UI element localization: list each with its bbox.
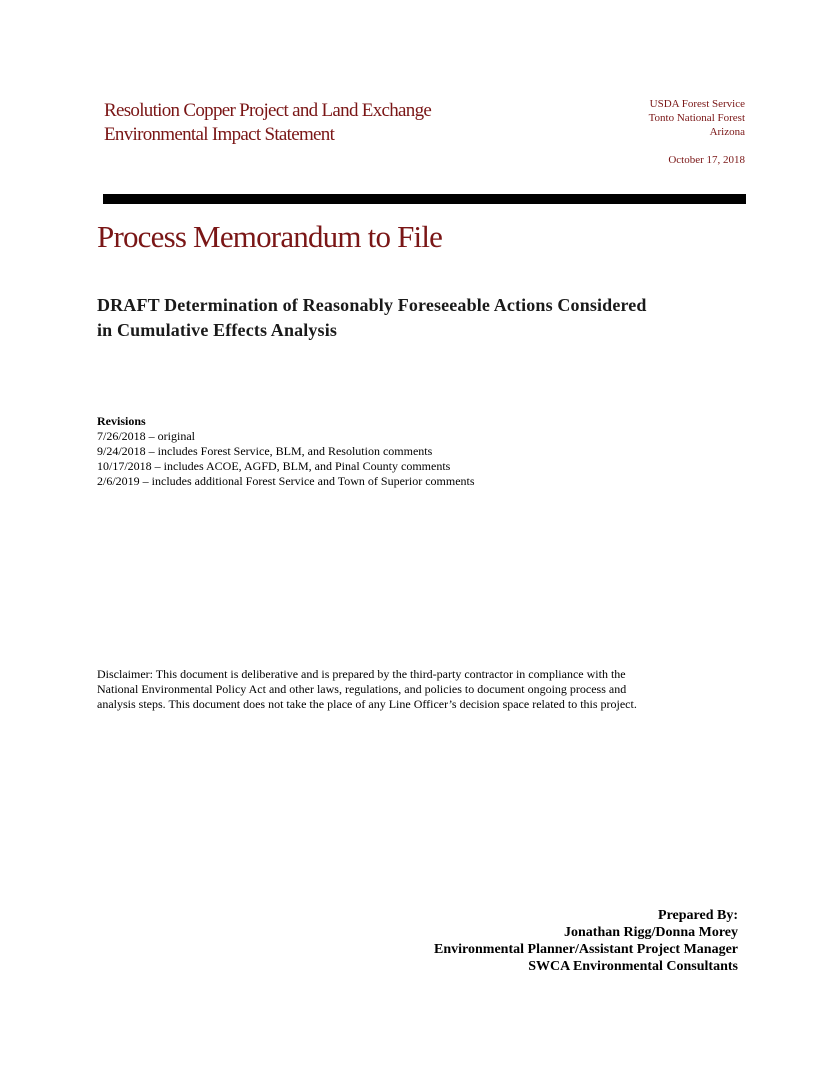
revisions-section bbox=[97, 414, 475, 489]
memo-subtitle bbox=[97, 293, 757, 343]
revision-item: 7/26/2018 – original bbox=[97, 429, 195, 443]
disclaimer-line: National Environmental Policy Act and other laws, regulations, and policies to document ongoing process and bbox=[97, 682, 627, 696]
project-title bbox=[104, 99, 524, 147]
document-date: October 17, 2018 bbox=[668, 154, 745, 166]
header-rule bbox=[103, 194, 746, 204]
project-title-line-2: Environmental Impact Statement bbox=[104, 124, 335, 145]
project-title-line-1: Resolution Copper Project and Land Exchange bbox=[104, 100, 432, 121]
agency-line-2: Tonto National Forest bbox=[648, 112, 745, 124]
revision-item: 2/6/2019 – includes additional Forest Service and Town of Superior comments bbox=[97, 474, 475, 488]
subtitle-line-1: DRAFT Determination of Reasonably Foreseeable Actions Considered bbox=[97, 295, 647, 315]
revision-item: 9/24/2018 – includes Forest Service, BLM, and Resolution comments bbox=[97, 444, 433, 458]
disclaimer-line: Disclaimer: This document is deliberative and is prepared by the third-party contractor in compliance with the bbox=[97, 667, 626, 681]
agency-line-3: Arizona bbox=[709, 126, 745, 138]
revisions-heading: Revisions bbox=[97, 414, 146, 428]
subtitle-line-2: in Cumulative Effects Analysis bbox=[97, 320, 338, 340]
agency-line-1: USDA Forest Service bbox=[649, 98, 745, 110]
prepared-by-heading: Prepared By: bbox=[658, 908, 738, 923]
revision-item: 10/17/2018 – includes ACOE, AGFD, BLM, and Pinal County comments bbox=[97, 459, 451, 473]
preparer-roles: Environmental Planner/Assistant Project Manager bbox=[434, 942, 738, 957]
prepared-by-block bbox=[434, 907, 738, 975]
memo-title: Process Memorandum to File bbox=[97, 219, 443, 254]
disclaimer-line: analysis steps. This document does not take the place of any Line Officer’s decision space related to this project. bbox=[97, 697, 637, 711]
preparer-organization: SWCA Environmental Consultants bbox=[528, 959, 738, 974]
agency-block bbox=[649, 97, 745, 139]
preparer-names: Jonathan Rigg/Donna Morey bbox=[564, 925, 738, 940]
disclaimer bbox=[97, 667, 757, 712]
